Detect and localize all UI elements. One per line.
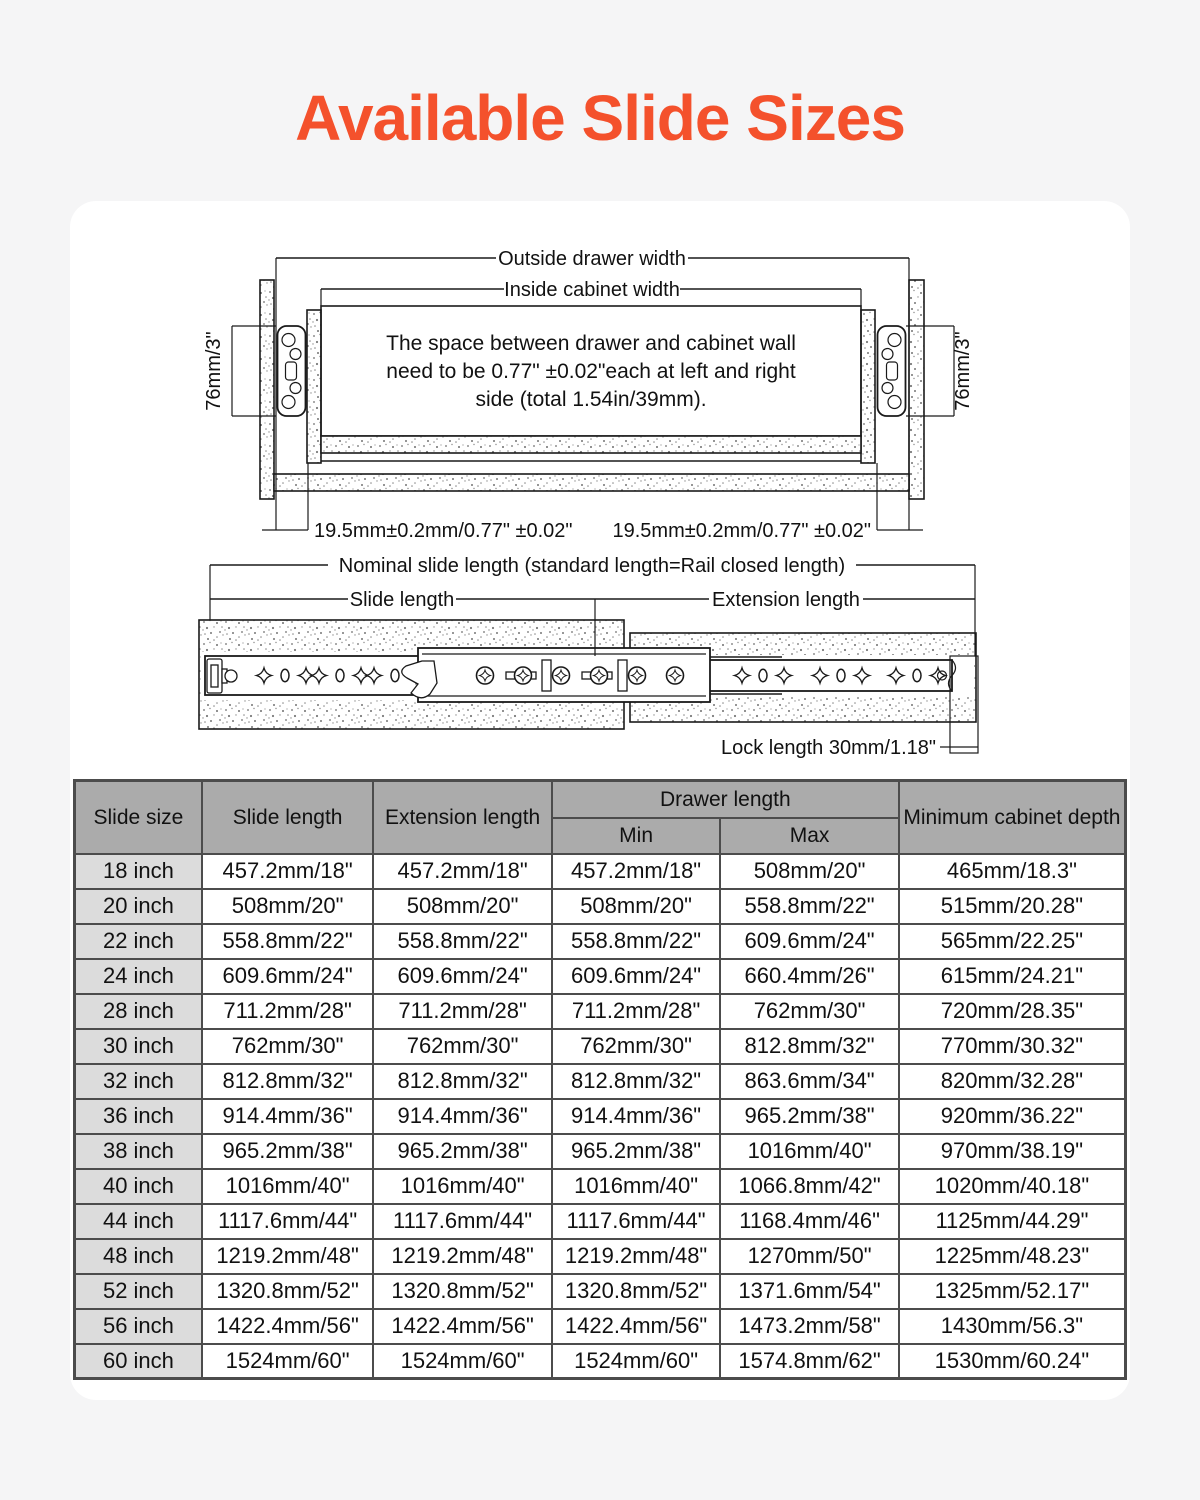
value-cell: 609.6mm/24" xyxy=(373,959,552,994)
slide-length-label: Slide length xyxy=(349,589,455,612)
value-cell: 720mm/28.35" xyxy=(899,994,1126,1029)
value-cell: 965.2mm/38" xyxy=(202,1134,373,1169)
bottom-clearance-dim-left: 19.5mm±0.2mm/0.77" ±0.02" xyxy=(314,520,573,543)
drawer-bottom-panel xyxy=(321,436,861,461)
value-cell: 457.2mm/18" xyxy=(202,854,373,889)
value-cell: 508mm/20" xyxy=(202,889,373,924)
clearance-note-line2: need to be 0.77" ±0.02"each at left and right xyxy=(386,360,796,384)
value-cell: 1320.8mm/52" xyxy=(202,1274,373,1309)
size-table xyxy=(73,779,1127,1380)
left-drawer-wall xyxy=(307,310,321,463)
left-cabinet-wall xyxy=(260,280,274,499)
side-height-dim-right: 76mm/3" xyxy=(952,331,974,411)
table-row xyxy=(75,1134,1126,1169)
value-cell: 770mm/30.32" xyxy=(899,1029,1126,1064)
value-cell: 914.4mm/36" xyxy=(202,1099,373,1134)
value-cell: 1422.4mm/56" xyxy=(373,1309,552,1344)
value-cell: 812.8mm/32" xyxy=(720,1029,899,1064)
header-drawer-max: Max xyxy=(720,818,899,854)
value-cell: 558.8mm/22" xyxy=(552,924,720,959)
nominal-length-label: Nominal slide length (standard length=Rail closed length) xyxy=(338,555,846,578)
slide-size-cell: 52 inch xyxy=(75,1274,202,1309)
value-cell: 660.4mm/26" xyxy=(720,959,899,994)
value-cell: 711.2mm/28" xyxy=(552,994,720,1029)
inside-cabinet-width-dimension xyxy=(321,278,861,306)
slide-size-cell: 56 inch xyxy=(75,1309,202,1344)
value-cell: 1473.2mm/58" xyxy=(720,1309,899,1344)
value-cell: 609.6mm/24" xyxy=(720,924,899,959)
table-row xyxy=(75,1029,1126,1064)
value-cell: 508mm/20" xyxy=(552,889,720,924)
page-title: Available Slide Sizes xyxy=(295,82,905,154)
value-cell: 615mm/24.21" xyxy=(899,959,1126,994)
value-cell: 1066.8mm/42" xyxy=(720,1169,899,1204)
right-slide-profile xyxy=(878,326,906,416)
slide-size-cell: 38 inch xyxy=(75,1134,202,1169)
value-cell: 1270mm/50" xyxy=(720,1239,899,1274)
value-cell: 1422.4mm/56" xyxy=(552,1309,720,1344)
table-row xyxy=(75,1204,1126,1239)
table-row xyxy=(75,924,1126,959)
value-cell: 711.2mm/28" xyxy=(373,994,552,1029)
value-cell: 812.8mm/32" xyxy=(373,1064,552,1099)
slide-size-cell: 36 inch xyxy=(75,1099,202,1134)
table-row xyxy=(75,1169,1126,1204)
value-cell: 1530mm/60.24" xyxy=(899,1344,1126,1379)
slide-size-cell: 40 inch xyxy=(75,1169,202,1204)
value-cell: 465mm/18.3" xyxy=(899,854,1126,889)
value-cell: 1524mm/60" xyxy=(373,1344,552,1379)
inside-cabinet-width-label: Inside cabinet width xyxy=(504,279,680,302)
value-cell: 762mm/30" xyxy=(202,1029,373,1064)
bottom-clearance-dim-right: 19.5mm±0.2mm/0.77" ±0.02" xyxy=(612,520,871,543)
right-drawer-wall xyxy=(861,310,875,463)
value-cell: 558.8mm/22" xyxy=(373,924,552,959)
value-cell: 457.2mm/18" xyxy=(552,854,720,889)
spec-card xyxy=(70,201,1130,1400)
value-cell: 1422.4mm/56" xyxy=(202,1309,373,1344)
left-slide-profile xyxy=(278,326,306,416)
clearance-note-line1: The space between drawer and cabinet wall xyxy=(386,332,796,356)
header-min-cabinet-depth: Minimum cabinet depth xyxy=(899,781,1126,854)
table-row xyxy=(75,1274,1126,1309)
value-cell: 1016mm/40" xyxy=(552,1169,720,1204)
value-cell: 970mm/38.19" xyxy=(899,1134,1126,1169)
bearing-carriage xyxy=(402,648,710,702)
right-cabinet-wall xyxy=(909,280,924,499)
value-cell: 558.8mm/22" xyxy=(202,924,373,959)
header-slide-size: Slide size xyxy=(75,781,202,854)
slide-size-cell: 32 inch xyxy=(75,1064,202,1099)
value-cell: 762mm/30" xyxy=(552,1029,720,1064)
slide-size-cell: 20 inch xyxy=(75,889,202,924)
table-row xyxy=(75,1099,1126,1134)
value-cell: 711.2mm/28" xyxy=(202,994,373,1029)
value-cell: 1117.6mm/44" xyxy=(202,1204,373,1239)
value-cell: 1430mm/56.3" xyxy=(899,1309,1126,1344)
value-cell: 1125mm/44.29" xyxy=(899,1204,1126,1239)
value-cell: 1016mm/40" xyxy=(720,1134,899,1169)
header-drawer-length: Drawer length xyxy=(552,781,899,818)
value-cell: 762mm/30" xyxy=(720,994,899,1029)
value-cell: 812.8mm/32" xyxy=(202,1064,373,1099)
value-cell: 1219.2mm/48" xyxy=(202,1239,373,1274)
value-cell: 1020mm/40.18" xyxy=(899,1169,1126,1204)
value-cell: 1117.6mm/44" xyxy=(373,1204,552,1239)
table-row xyxy=(75,1309,1126,1344)
drawer-cross-section-diagram xyxy=(70,223,1130,553)
size-table-header xyxy=(75,781,1126,854)
table-row xyxy=(75,1344,1126,1379)
header-drawer-min: Min xyxy=(552,818,720,854)
value-cell: 820mm/32.28" xyxy=(899,1064,1126,1099)
value-cell: 515mm/20.28" xyxy=(899,889,1126,924)
value-cell: 1168.4mm/46" xyxy=(720,1204,899,1239)
value-cell: 609.6mm/24" xyxy=(202,959,373,994)
slide-size-cell: 24 inch xyxy=(75,959,202,994)
value-cell: 565mm/22.25" xyxy=(899,924,1126,959)
slide-size-cell: 28 inch xyxy=(75,994,202,1029)
value-cell: 1320.8mm/52" xyxy=(552,1274,720,1309)
slide-size-cell: 44 inch xyxy=(75,1204,202,1239)
value-cell: 609.6mm/24" xyxy=(552,959,720,994)
value-cell: 508mm/20" xyxy=(373,889,552,924)
slide-size-cell: 60 inch xyxy=(75,1344,202,1379)
value-cell: 508mm/20" xyxy=(720,854,899,889)
value-cell: 558.8mm/22" xyxy=(720,889,899,924)
value-cell: 1320.8mm/52" xyxy=(373,1274,552,1309)
value-cell: 1016mm/40" xyxy=(373,1169,552,1204)
value-cell: 762mm/30" xyxy=(373,1029,552,1064)
value-cell: 1574.8mm/62" xyxy=(720,1344,899,1379)
value-cell: 1225mm/48.23" xyxy=(899,1239,1126,1274)
outside-drawer-width-label: Outside drawer width xyxy=(498,248,686,271)
value-cell: 1325mm/52.17" xyxy=(899,1274,1126,1309)
value-cell: 1016mm/40" xyxy=(202,1169,373,1204)
value-cell: 1524mm/60" xyxy=(202,1344,373,1379)
table-body xyxy=(75,854,1126,1379)
value-cell: 1524mm/60" xyxy=(552,1344,720,1379)
slide-size-cell: 48 inch xyxy=(75,1239,202,1274)
table-row xyxy=(75,1239,1126,1274)
clearance-note-line3: side (total 1.54in/39mm). xyxy=(475,388,707,412)
value-cell: 914.4mm/36" xyxy=(552,1099,720,1134)
table-row xyxy=(75,994,1126,1029)
table-row xyxy=(75,854,1126,889)
value-cell: 1117.6mm/44" xyxy=(552,1204,720,1239)
value-cell: 914.4mm/36" xyxy=(373,1099,552,1134)
value-cell: 1219.2mm/48" xyxy=(552,1239,720,1274)
table-row xyxy=(75,959,1126,994)
table-row xyxy=(75,889,1126,924)
value-cell: 812.8mm/32" xyxy=(552,1064,720,1099)
side-height-dim-left: 76mm/3" xyxy=(203,331,225,411)
header-extension-length: Extension length xyxy=(373,781,552,854)
value-cell: 1219.2mm/48" xyxy=(373,1239,552,1274)
slide-size-cell: 22 inch xyxy=(75,924,202,959)
extension-length-label: Extension length xyxy=(712,589,860,612)
slide-size-cell: 18 inch xyxy=(75,854,202,889)
value-cell: 920mm/36.22" xyxy=(899,1099,1126,1134)
value-cell: 457.2mm/18" xyxy=(373,854,552,889)
value-cell: 1371.6mm/54" xyxy=(720,1274,899,1309)
table-row xyxy=(75,1064,1126,1099)
value-cell: 863.6mm/34" xyxy=(720,1064,899,1099)
header-slide-length: Slide length xyxy=(202,781,373,854)
value-cell: 965.2mm/38" xyxy=(373,1134,552,1169)
slide-length-diagram xyxy=(70,553,1130,773)
value-cell: 965.2mm/38" xyxy=(720,1099,899,1134)
value-cell: 965.2mm/38" xyxy=(552,1134,720,1169)
slide-size-cell: 30 inch xyxy=(75,1029,202,1064)
cabinet-bottom-panel xyxy=(274,474,909,491)
lock-length-label: Lock length 30mm/1.18" xyxy=(721,737,936,760)
